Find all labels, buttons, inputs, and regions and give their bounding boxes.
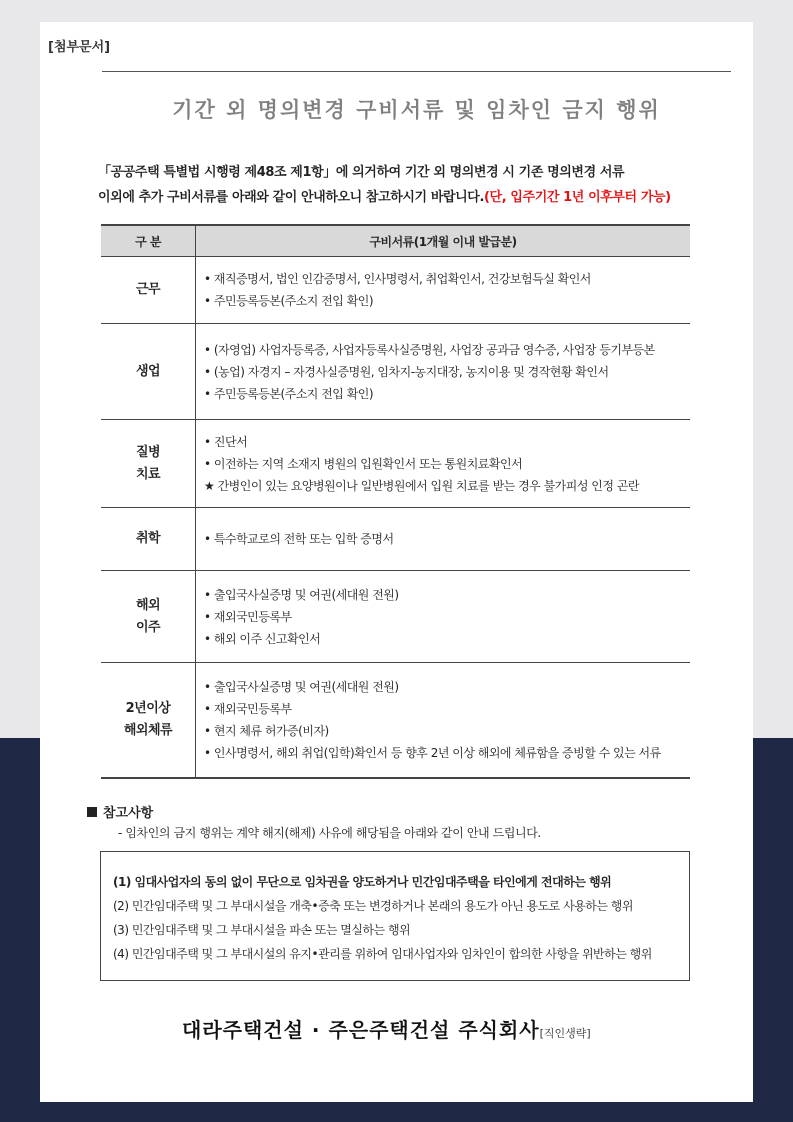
documents-cell (196, 508, 691, 571)
category-cell (101, 508, 196, 571)
category-label: 이주 (135, 619, 161, 635)
document-item: • 이전하는 지역 소재지 병원의 입원확인서 또는 통원치료확인서 (204, 456, 523, 471)
prohibited-act-item: (3) 민간임대주택 및 그 부대시설을 파손 또는 멸실하는 행위 (113, 923, 411, 937)
reference-description: - 임차인의 금지 행위는 계약 해지(해제) 사유에 해당됨을 아래와 같이 안내 드립니다. (118, 826, 541, 840)
category-label: 해외체류 (123, 722, 173, 738)
category-cell (101, 257, 196, 324)
prohibited-acts-box (100, 851, 690, 981)
table-row (101, 571, 690, 663)
document-item: • 현지 체류 허가증(비자) (204, 723, 329, 738)
document-item: • 주민등록등본(주소지 전입 확인) (204, 294, 374, 308)
seal-omitted-note: [직인생략] (539, 1027, 591, 1040)
documents-table (101, 224, 690, 779)
intro-line-1: 「공공주택 특별법 시행령 제48조 제1항」에 의거하여 기간 외 명의변경 시 기존 명의변경 서류 (98, 165, 625, 180)
category-label: 치료 (135, 466, 161, 482)
company-signature (182, 1014, 591, 1043)
category-label: 질병 (135, 444, 161, 460)
reference-title: 참고사항 (103, 806, 154, 821)
document-item: • (자영업) 사업자등록증, 사업자등록사실증명원, 사업장 공과금 영수증, 사업장 등기부등본 (204, 342, 655, 357)
category-label: 근무 (135, 282, 161, 297)
category-label: 해외 (135, 597, 161, 613)
table-row (101, 508, 690, 571)
table-row (101, 663, 690, 778)
prohibited-act-item: (4) 민간임대주택 및 그 부대시설의 유지•관리를 위하여 임대사업자와 임차인이 합의한 사항을 위반하는 행위 (113, 947, 652, 961)
category-label: 생업 (135, 363, 161, 379)
document-item: ★ 간병인이 있는 요양병원이나 일반병원에서 입원 치료를 받는 경우 불가피성 인정 곤란 (204, 478, 639, 493)
documents-cell (196, 571, 691, 663)
category-cell (101, 324, 196, 420)
square-bullet-icon (87, 807, 97, 817)
document-item: • 진단서 (204, 434, 248, 449)
table-row (101, 324, 690, 420)
document-page (40, 22, 753, 1102)
document-item: • 특수학교로의 전학 또는 입학 증명서 (204, 532, 394, 546)
document-item: • 재외국민등록부 (204, 609, 292, 624)
prohibited-act-item: (1) 임대사업자의 동의 없이 무단으로 임차권을 양도하거나 민간임대주택을 타인에게 전대하는 행위 (113, 875, 612, 889)
document-item: • 출입국사실증명 및 여권(세대원 전원) (204, 587, 399, 602)
category-cell (101, 571, 196, 663)
document-item: • 인사명령서, 해외 취업(입학)확인서 등 향후 2년 이상 해외에 체류함을 증빙할 수 있는 서류 (204, 745, 661, 760)
table-header-row (101, 225, 690, 257)
reference-heading (87, 802, 153, 821)
document-item: • 주민등록등본(주소지 전입 확인) (204, 386, 374, 401)
category-cell (101, 663, 196, 778)
document-title: 기간 외 명의변경 구비서류 및 임차인 금지 행위 (172, 98, 661, 122)
documents-cell (196, 257, 691, 324)
category-label: 취학 (135, 531, 161, 546)
header-category: 구 분 (101, 225, 196, 257)
document-item: • (농업) 자경지 – 자경사실증명원, 임차지-농지대장, 농지이용 및 경작현황 확인서 (204, 364, 609, 379)
table-row (101, 257, 690, 324)
document-item: • 재외국민등록부 (204, 701, 292, 716)
category-cell (101, 420, 196, 508)
prohibited-act-item: (2) 민간임대주택 및 그 부대시설을 개축•증축 또는 변경하거나 본래의 용도가 아닌 용도로 사용하는 행위 (113, 899, 633, 913)
intro-line-2 (98, 185, 738, 210)
company-name: 대라주택건설 · 주은주택건설 주식회사 (182, 1018, 540, 1042)
document-item: • 출입국사실증명 및 여권(세대원 전원) (204, 679, 399, 694)
table-row (101, 420, 690, 508)
intro-paragraph (98, 160, 738, 210)
intro-note: (단, 입주기간 1년 이후부터 가능) (484, 190, 671, 205)
header-documents: 구비서류(1개월 이내 발급분) (196, 225, 691, 257)
document-item: • 해외 이주 신고확인서 (204, 631, 321, 646)
documents-cell (196, 324, 691, 420)
intro-line-2-text: 이외에 추가 구비서류를 아래와 같이 안내하오니 참고하시기 바랍니다. (98, 190, 485, 205)
category-label: 2년이상 (125, 700, 171, 716)
documents-cell (196, 663, 691, 778)
documents-cell (196, 420, 691, 508)
title-rule (102, 71, 731, 72)
attachment-tag: [첨부문서] (48, 40, 111, 55)
document-item: • 재직증명서, 법인 인감증명서, 인사명령서, 취업확인서, 건강보험득실 확인서 (204, 272, 591, 286)
